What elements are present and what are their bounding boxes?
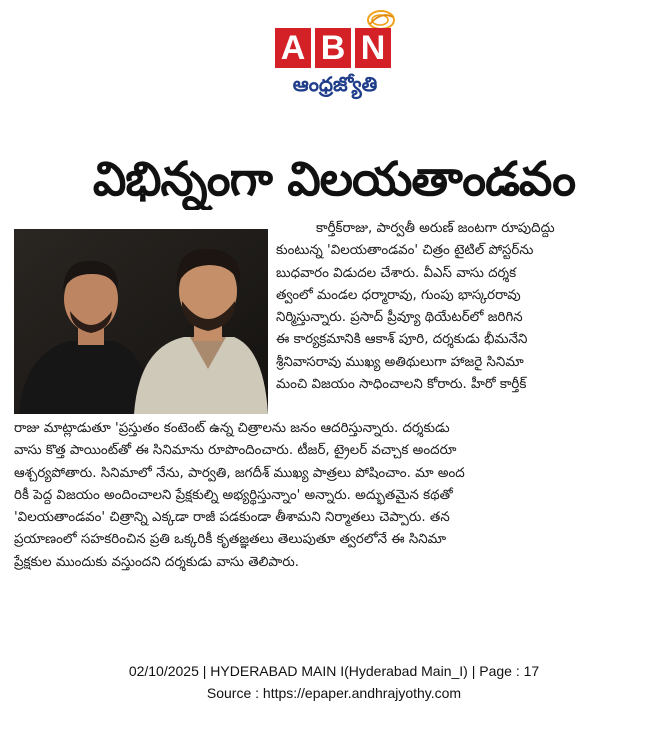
- body-line: వాసు కొత్త పాయింట్‌తో ఈ సినిమాను రూపొందించారు. టీజర్, ట్రైలర్ వచ్చాక అందరూ: [14, 443, 457, 459]
- logo-letters: [275, 28, 391, 68]
- article-photo: [14, 229, 268, 414]
- body-line: బుధవారం విడుదల చేశారు. వీఎస్ వాసు దర్శక: [276, 265, 517, 281]
- logo-subtitle: ఆంధ్రజ్యోతి: [292, 72, 378, 96]
- body-line: రికీ పెద్ద విజయం అందించాలని ప్రేక్షకుల్ని అభ్యర్థిస్తున్నాం' అన్నారు. అద్భుతమైన కథతో: [14, 487, 453, 503]
- logo-letter-n: N: [355, 28, 391, 68]
- page-footer: [0, 660, 668, 704]
- body-line: కార్తీక్‌రాజు, పార్వతీ అరుణ్ జంటగా రూపుదిద్దు: [316, 221, 555, 236]
- body-line: నిర్మిస్తున్నారు. ప్రసాద్ ప్రీవ్యూ థియేటర్‌లో జరిగిన: [276, 310, 523, 326]
- two-men-photo-illustration: [14, 229, 268, 414]
- logo-letter-a: A: [275, 28, 311, 68]
- body-line: త్వంలో మండల ధర్మారావు, గుంపు భాస్కరరావు: [276, 287, 521, 303]
- body-line: మంచి విజయం సాధించాలని కోరారు. హీరో కార్తీక్: [276, 377, 527, 393]
- body-line: రాజు మాట్లాడుతూ 'ప్రస్తుతం కంటెంట్ ఉన్న చిత్రాలను జనం ఆదరిస్తున్నారు. దర్శకుడు: [14, 421, 450, 436]
- source-link[interactable]: Source : https://epaper.andhrajyothy.com: [206, 685, 462, 701]
- article-body-top: [276, 218, 656, 396]
- edition-info: 02/10/2025 | HYDERABAD MAIN I(Hyderabad Main_I) | Page : 17: [128, 663, 540, 679]
- body-line: ప్రయాణంలో సహకరించిన ప్రతి ఒక్కరికీ కృతజ్ఞతలు తెలుపుతూ త్వరలోనే ఈ సినిమా: [14, 532, 447, 548]
- body-line: 'విలయతాండవం' చిత్రాన్ని ఎక్కడా రాజీ పడకుండా తీశామని నిర్మాతలు చెప్పారు. తన: [14, 510, 450, 526]
- logo-letter-b: B: [315, 28, 351, 68]
- body-line: ఈ కార్యక్రమానికి ఆకాశ్ పూరి, దర్శకుడు భీమనేని: [276, 332, 528, 348]
- body-line: కుంటున్న 'విలయతాండవం' చిత్రం టైటిల్ పోస్టర్‌ను: [276, 243, 534, 259]
- body-line: శ్రీనివాసరావు ముఖ్య అతిథులుగా హాజరై సినిమా: [276, 354, 524, 370]
- body-line: ఆశ్చర్యపోతారు. సినిమాలో నేను, పార్వతి, జగదీశ్ ముఖ్య పాత్రలు పోషించాం. మా అంద: [14, 465, 465, 481]
- body-line: ప్రేక్షకుల ముందుకు వస్తుందని దర్శకుడు వాసు తెలిపారు.: [14, 554, 300, 570]
- article-headline: విభిన్నంగా విలయతాండవం: [92, 152, 576, 207]
- abn-andhrajyothy-logo: [272, 8, 398, 100]
- article-body-bottom: [14, 418, 656, 574]
